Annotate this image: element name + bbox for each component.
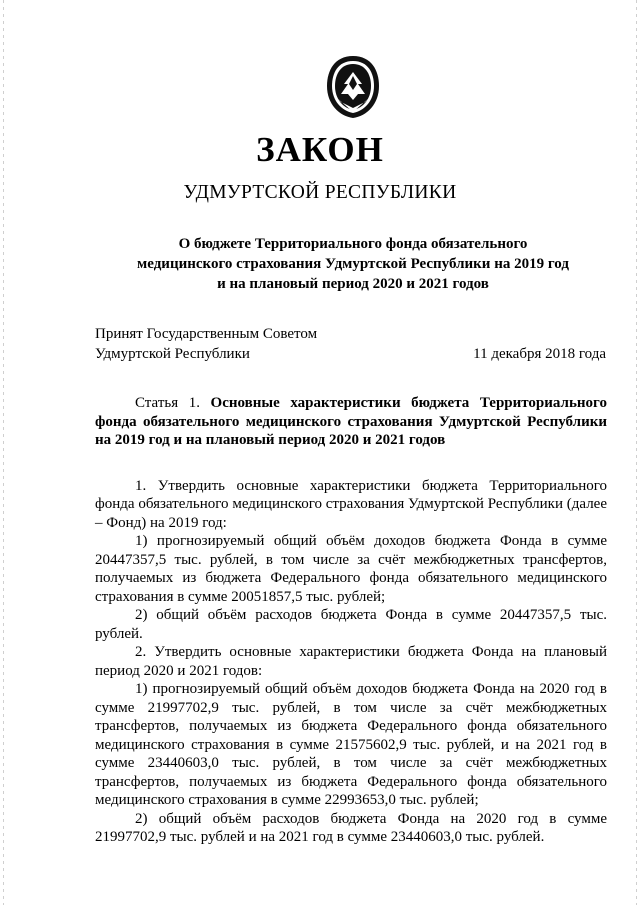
udmurt-coat-of-arms-icon [325, 54, 381, 120]
adoption-info [95, 324, 317, 364]
paragraph: 2) общий объём расходов бюджета Фонда на 2020 год в сумме 21997702,9 тыс. рублей и на 2021 год в сумме 23440603,0 тыс. рублей. [95, 810, 607, 845]
paragraph: 2. Утвердить основные характеристики бюджета Фонда на плановый период 2020 и 2021 годов: [95, 644, 607, 679]
law-body [95, 394, 607, 847]
article-label: Статья 1. [135, 395, 200, 411]
paragraph: 1. Утвердить основные характеристики бюджета Территориального фонда обязательного медицинского страхования Удмуртской Республики (далее – Фонд) на 2019 год: [95, 477, 607, 531]
article-title: Основные характеристики бюджета Территориального фонда обязательного медицинского страхования Удмуртской Республики на 2019 год и на плановый период 2020 и 2021 годов [95, 395, 607, 448]
law-title [100, 234, 606, 294]
law-title-line: медицинского страхования Удмуртской Республики на 2019 год [137, 256, 569, 272]
document-subtitle: УДМУРТСКОЙ РЕСПУБЛИКИ [183, 182, 457, 203]
paragraph: 2) общий объём расходов бюджета Фонда в сумме 20447357,5 тыс. рублей. [95, 607, 607, 642]
article-heading [95, 394, 607, 450]
paragraph: 1) прогнозируемый общий объём доходов бюджета Фонда в сумме 20447357,5 тыс. рублей, в том числе за счёт межбюджетных трансфертов, получаемых из бюджета Федерального фонда обязательного медицинского страхования в сумме 20051857,5 тыс. рублей; [95, 533, 607, 605]
adoption-line: Удмуртской Республики [95, 346, 250, 362]
law-title-line: О бюджете Территориального фонда обязательного [178, 236, 528, 252]
law-title-line: и на плановый период 2020 и 2021 годов [217, 276, 489, 292]
paragraph: 1) прогнозируемый общий объём доходов бюджета Фонда на 2020 год в сумме 21997702,9 тыс. рублей, в том числе за счёт межбюджетных трансфертов, получаемых из бюджета Федерального фонда обязательного медицинского страхования в сумме 21575602,9 тыс. рублей, и на 2021 год в сумме 23440603,0 тыс. рублей, в том числе за счёт межбюджетных трансфертов, получаемых из бюджета Федерального фонда обязательного медицинского страхования в сумме 22993653,0 тыс. рублей; [95, 681, 607, 808]
document-title: ЗАКОН [256, 130, 384, 169]
adoption-line: Принят Государственным Советом [95, 326, 318, 342]
adoption-date: 11 декабря 2018 года [473, 346, 606, 362]
